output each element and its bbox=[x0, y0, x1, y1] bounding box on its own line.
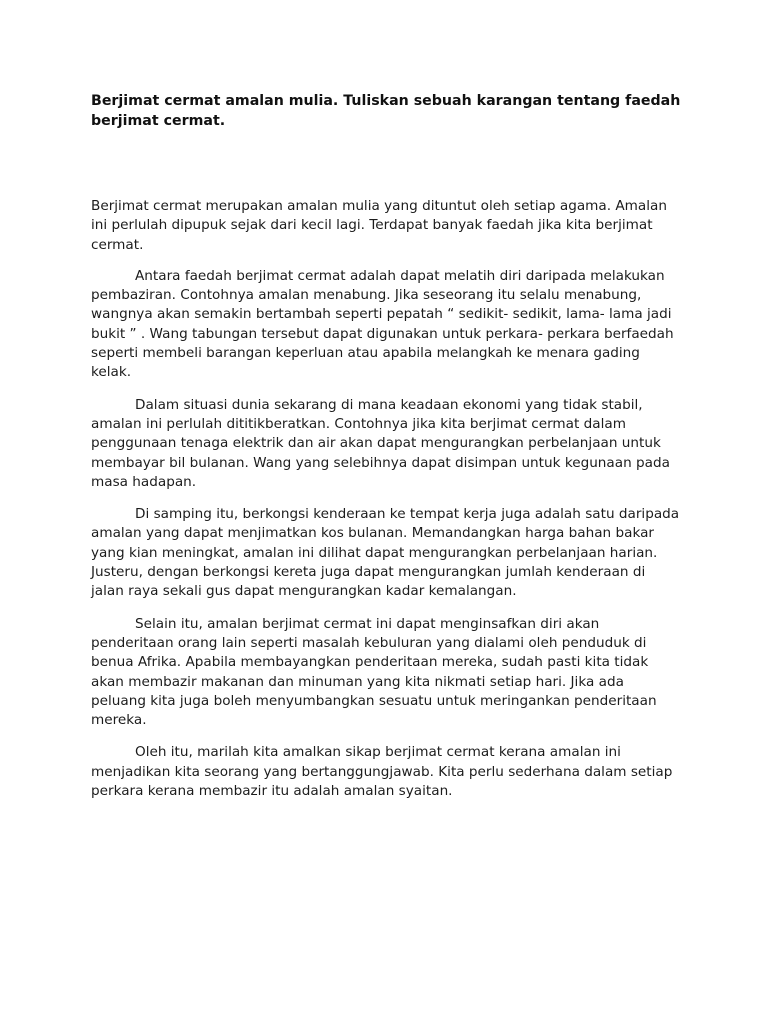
document-content bbox=[91, 91, 681, 814]
essay-paragraph-intro: Berjimat cermat merupakan amalan mulia yang dituntut oleh setiap agama. Amalan ini perlulah dipupuk sejak dari kecil lagi. Terdapat banyak faedah jika kita berjimat cermat. bbox=[91, 198, 667, 253]
document-title: Berjimat cermat amalan mulia. Tuliskan sebuah karangan tentang faedah berjimat cermat. bbox=[91, 93, 681, 129]
essay-paragraph: Di samping itu, berkongsi kenderaan ke tempat kerja juga adalah satu daripada amalan yang dapat menjimatkan kos bulanan. Memandangkan harga bahan bakar yang kian meningkat, amalan ini dilihat dapat mengurangkan perbelanjaan harian. Justeru, dengan berkongsi kereta juga dapat mengurangkan jumlah kenderaan di jalan raya sekali gus dapat mengurangkan kadar kemalangan. bbox=[91, 506, 680, 600]
essay-paragraph: Dalam situasi dunia sekarang di mana keadaan ekonomi yang tidak stabil, amalan ini perlulah dititikberatkan. Contohnya jika kita berjimat cermat dalam penggunaan tenaga elektrik dan air akan dapat mengurangkan perbelanjaan untuk membayar bil bulanan. Wang yang selebihnya dapat disimpan untuk kegunaan pada masa hadapan. bbox=[91, 396, 670, 490]
essay-paragraph: Antara faedah berjimat cermat adalah dapat melatih diri daripada melakukan pembaziran. Contohnya amalan menabung. Jika seseorang itu selalu menabung, wangnya akan semakin bertambah seperti pepatah “ sedikit- sedikit, lama- lama jadi bukit ” . Wang tabungan tersebut dapat digunakan untuk perkara- perkara berfaedah seperti membeli barangan keperluan atau apabila melangkah ke menara gading kelak. bbox=[91, 267, 674, 381]
essay-paragraph: Selain itu, amalan berjimat cermat ini dapat menginsafkan diri akan penderitaan orang lain seperti masalah kebuluran yang dialami oleh penduduk di benua Afrika. Apabila membayangkan penderitaan mereka, sudah pasti kita tidak akan membazir makanan dan minuman yang kita nikmati setiap hari. Jika ada peluang kita juga boleh menyumbangkan sesuatu untuk meringankan penderitaan mereka. bbox=[91, 615, 657, 729]
essay-body bbox=[91, 197, 681, 801]
essay-paragraph-conclusion: Oleh itu, marilah kita amalkan sikap berjimat cermat kerana amalan ini menjadikan kita seorang yang bertanggungjawab. Kita perlu sederhana dalam setiap perkara kerana membazir itu adalah amalan syaitan. bbox=[91, 744, 673, 800]
